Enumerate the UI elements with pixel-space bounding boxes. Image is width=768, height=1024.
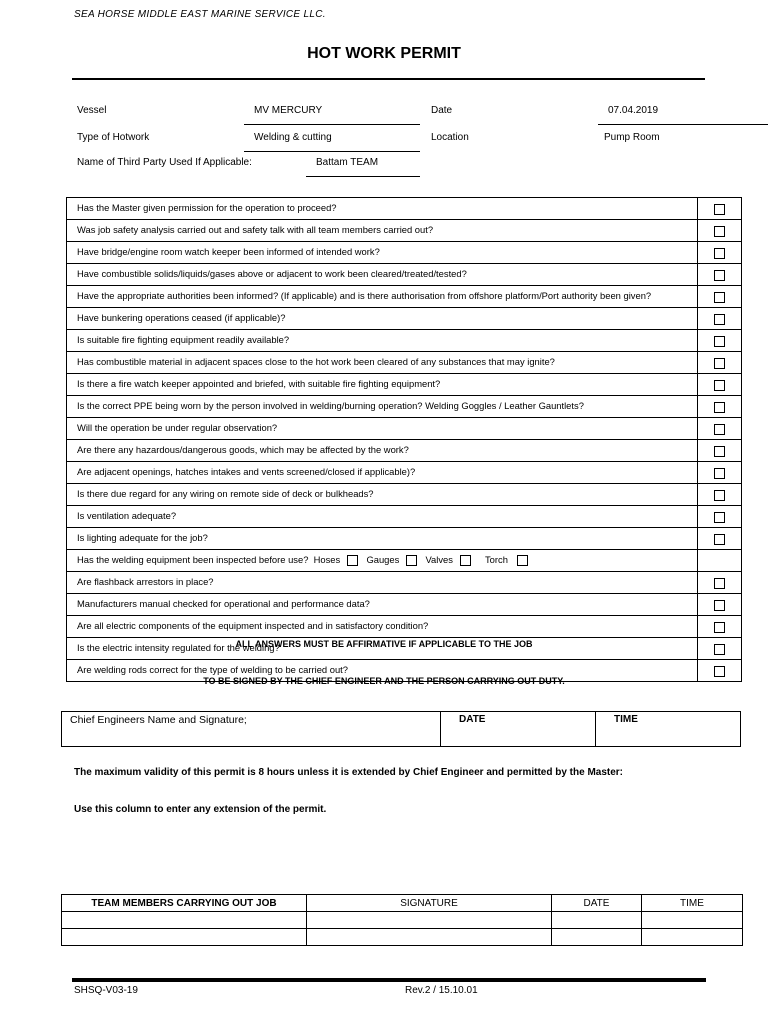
valves-label: Valves bbox=[425, 554, 453, 565]
table-row bbox=[67, 242, 742, 264]
question-text: Is ventilation adequate? bbox=[67, 506, 698, 528]
question-text: Are there any hazardous/dangerous goods, which may be affected by the work? bbox=[67, 440, 698, 462]
table-row bbox=[62, 912, 743, 929]
question-text: Is the electric intensity regulated for the welding? bbox=[67, 638, 698, 660]
question-text: Have the appropriate authorities been informed? (If applicable) and is there authorisation from offshore platform/Port authority been given? bbox=[67, 286, 698, 308]
question-text: Have bunkering operations ceased (if applicable)? bbox=[67, 308, 698, 330]
checkbox[interactable] bbox=[714, 270, 725, 281]
table-row bbox=[67, 418, 742, 440]
checkbox[interactable] bbox=[714, 402, 725, 413]
team-table bbox=[61, 894, 743, 946]
gauges-checkbox[interactable] bbox=[406, 555, 417, 566]
table-row bbox=[67, 330, 742, 352]
chief-engineer-label: Chief Engineers Name and Signature; bbox=[70, 714, 247, 726]
table-row bbox=[67, 264, 742, 286]
member-cell[interactable] bbox=[62, 912, 307, 929]
checkbox[interactable] bbox=[714, 578, 725, 589]
table-row bbox=[67, 572, 742, 594]
empty-cell bbox=[698, 550, 742, 572]
table-row bbox=[67, 528, 742, 550]
welding-question bbox=[67, 550, 698, 572]
checklist-table bbox=[66, 197, 742, 682]
question-text: Are adjacent openings, hatches intakes and vents screened/closed if applicable)? bbox=[67, 462, 698, 484]
question-text: Are flashback arrestors in place? bbox=[67, 572, 698, 594]
question-text: Is there due regard for any wiring on remote side of deck or bulkheads? bbox=[67, 484, 698, 506]
checkbox[interactable] bbox=[714, 534, 725, 545]
affirmative-note: ALL ANSWERS MUST BE AFFIRMATIVE IF APPLICABLE TO THE JOB bbox=[235, 639, 533, 649]
third-party-value: Battam TEAM bbox=[306, 157, 420, 177]
table-row bbox=[67, 308, 742, 330]
checkbox[interactable] bbox=[714, 600, 725, 611]
vessel-value: MV MERCURY bbox=[244, 105, 420, 125]
question-text: Is lighting adequate for the job? bbox=[67, 528, 698, 550]
page-title: HOT WORK PERMIT bbox=[307, 45, 461, 62]
checkbox[interactable] bbox=[714, 468, 725, 479]
type-value: Welding & cutting bbox=[244, 132, 420, 152]
question-text: Are welding rods correct for the type of welding to be carried out? bbox=[67, 660, 698, 682]
table-row bbox=[67, 506, 742, 528]
member-cell[interactable] bbox=[62, 929, 307, 946]
date-label: Date bbox=[431, 105, 453, 116]
table-row bbox=[67, 286, 742, 308]
date-value: 07.04.2019 bbox=[598, 105, 768, 125]
question-text: Manufacturers manual checked for operational and performance data? bbox=[67, 594, 698, 616]
chief-engineer-cell[interactable] bbox=[62, 712, 441, 747]
signature-table bbox=[61, 711, 741, 747]
table-row bbox=[67, 220, 742, 242]
checkbox[interactable] bbox=[714, 622, 725, 633]
type-label: Type of Hotwork bbox=[77, 132, 150, 143]
checkbox[interactable] bbox=[714, 512, 725, 523]
company-name: SEA HORSE MIDDLE EAST MARINE SERVICE LLC. bbox=[74, 9, 326, 20]
welding-question-text: Has the welding equipment been inspected before use? bbox=[77, 554, 309, 565]
checkbox[interactable] bbox=[714, 314, 725, 325]
gauges-label: Gauges bbox=[366, 554, 400, 565]
valves-checkbox[interactable] bbox=[460, 555, 471, 566]
validity-text: The maximum validity of this permit is 8 hours unless it is extended by Chief Engineer and permitted by the Master: bbox=[74, 767, 624, 778]
doc-code: SHSQ-V03-19 bbox=[74, 985, 138, 996]
extension-text: Use this column to enter any extension of the permit. bbox=[74, 804, 327, 815]
table-row bbox=[67, 594, 742, 616]
table-row bbox=[67, 462, 742, 484]
question-text: Was job safety analysis carried out and safety talk with all team members carried out? bbox=[67, 220, 698, 242]
checkbox[interactable] bbox=[714, 226, 725, 237]
time-cell[interactable] bbox=[642, 929, 743, 946]
question-text: Have combustible solids/liquids/gases above or adjacent to work been cleared/treated/tested? bbox=[67, 264, 698, 286]
hoses-checkbox[interactable] bbox=[347, 555, 358, 566]
signature-cell[interactable] bbox=[307, 929, 552, 946]
table-row bbox=[67, 396, 742, 418]
checkbox[interactable] bbox=[714, 336, 725, 347]
checkbox[interactable] bbox=[714, 446, 725, 457]
revision: Rev.2 / 15.10.01 bbox=[405, 985, 478, 996]
sign-time-label: TIME bbox=[614, 714, 638, 725]
table-row bbox=[67, 440, 742, 462]
checkbox[interactable] bbox=[714, 248, 725, 259]
question-text: Is the correct PPE being worn by the person involved in welding/burning operation? Welding Goggles / Leather Gauntlets? bbox=[67, 396, 698, 418]
time-cell[interactable] bbox=[642, 912, 743, 929]
checkbox[interactable] bbox=[714, 204, 725, 215]
date-cell[interactable] bbox=[552, 929, 642, 946]
signature-header: SIGNATURE bbox=[307, 895, 552, 912]
table-row bbox=[67, 352, 742, 374]
title-divider bbox=[72, 78, 705, 80]
members-header: TEAM MEMBERS CARRYING OUT JOB bbox=[62, 895, 307, 912]
sign-date-cell[interactable] bbox=[441, 712, 596, 747]
sign-time-cell[interactable] bbox=[596, 712, 741, 747]
date-cell[interactable] bbox=[552, 912, 642, 929]
table-row bbox=[62, 929, 743, 946]
question-text: Has combustible material in adjacent spaces close to the hot work been cleared of any substances that may ignite? bbox=[67, 352, 698, 374]
question-text: Is suitable fire fighting equipment readily available? bbox=[67, 330, 698, 352]
third-party-label: Name of Third Party Used If Applicable: bbox=[77, 157, 252, 168]
time-header: TIME bbox=[642, 895, 743, 912]
torch-label: Torch bbox=[485, 554, 508, 565]
checkbox[interactable] bbox=[714, 380, 725, 391]
table-header-row bbox=[62, 895, 743, 912]
location-value: Pump Room bbox=[604, 132, 660, 143]
question-text: Will the operation be under regular observation? bbox=[67, 418, 698, 440]
signed-note: TO BE SIGNED BY THE CHIEF ENGINEER AND THE PERSON CARRYING OUT DUTY. bbox=[203, 676, 565, 686]
question-text: Are all electric components of the equipment inspected and in satisfactory condition? bbox=[67, 616, 698, 638]
question-text: Is there a fire watch keeper appointed and briefed, with suitable fire fighting equipment? bbox=[67, 374, 698, 396]
table-row bbox=[62, 712, 741, 747]
hoses-label: Hoses bbox=[313, 554, 341, 565]
sign-date-label: DATE bbox=[459, 714, 486, 725]
table-row bbox=[67, 616, 742, 638]
question-text: Has the Master given permission for the operation to proceed? bbox=[67, 198, 698, 220]
table-row-welding bbox=[67, 550, 742, 572]
question-text: Have bridge/engine room watch keeper been informed of intended work? bbox=[67, 242, 698, 264]
footer-divider bbox=[72, 978, 706, 982]
location-label: Location bbox=[431, 132, 469, 143]
table-row bbox=[67, 484, 742, 506]
checkbox[interactable] bbox=[714, 424, 725, 435]
checkbox[interactable] bbox=[714, 490, 725, 501]
table-row bbox=[67, 198, 742, 220]
checkbox[interactable] bbox=[714, 358, 725, 369]
torch-checkbox[interactable] bbox=[517, 555, 528, 566]
signature-cell[interactable] bbox=[307, 912, 552, 929]
date-header: DATE bbox=[552, 895, 642, 912]
vessel-label: Vessel bbox=[77, 105, 107, 116]
table-row bbox=[67, 374, 742, 396]
checkbox[interactable] bbox=[714, 292, 725, 303]
